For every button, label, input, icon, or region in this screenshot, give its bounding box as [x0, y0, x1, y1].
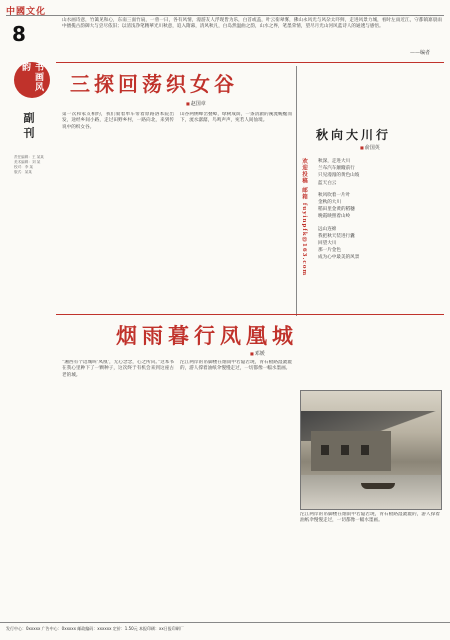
- article3-title: 烟雨暮行凤凰城: [116, 324, 298, 348]
- photo-water: [301, 475, 441, 509]
- poem-line: 秋深，走进大川: [318, 159, 351, 164]
- poem-line: 成为心中最美的风景: [318, 255, 360, 261]
- poem-line: 远山连绵: [318, 226, 337, 232]
- article1-p1: 第一次和家友相约，我们骑着单车带着原路溶本院出发，途经乡间小路，走过田野乡村，一路向北，来到传说中的织女谷。: [62, 112, 174, 130]
- article3-col-2: [180, 360, 292, 620]
- divider-top: [56, 62, 444, 63]
- page-number: 8: [12, 22, 26, 46]
- article1-col-2: [180, 112, 292, 312]
- article1-author: 赵国章: [190, 101, 206, 107]
- photo-window: [341, 445, 349, 455]
- article3-p2: 沱江两岸的吊脚楼在烟雨中若隐若现，青石板路湿漉漉的，游人撑着油纸伞慢慢走过，一切都像一幅水墨画。: [180, 360, 292, 372]
- poem-line: 金秋的大川: [318, 200, 341, 206]
- article3-byline: [250, 350, 265, 357]
- article3-col-3: [300, 512, 440, 620]
- top-poem-sign: ——编者: [410, 50, 431, 56]
- submission-promo: [300, 158, 314, 336]
- article1-col-1: [62, 112, 174, 312]
- article1-title: 三探回荡织女谷: [70, 72, 238, 96]
- article3-p1: “湘西有个边城叫‘凤凰’，无心念念，心之所向。”这本书在我心里种下了一颗种子，这次终于有机会来到这座古老的城。: [62, 360, 174, 378]
- masthead: 中國文化: [6, 7, 47, 17]
- promo-text: 欢迎投稿 邮箱 fuyinpfk@163.com: [301, 158, 307, 277]
- masthead-rule: [6, 15, 444, 16]
- vertical-divider: [296, 66, 297, 316]
- poem-line: 秋风吹着一片叶: [318, 192, 351, 198]
- section-label: 副刊: [22, 112, 35, 142]
- poem-line: 那一片金色: [318, 248, 341, 254]
- article2-author: 俞国英: [364, 145, 380, 151]
- article2-byline: [360, 144, 380, 151]
- article2-title: 秋向大川行: [316, 128, 392, 142]
- poem-line: 稻田里金黄的稻穗: [318, 207, 355, 213]
- fenghuang-photo: [300, 390, 442, 510]
- seal-text: 书画风韵: [20, 62, 43, 92]
- poem-line: 我把秋天装进行囊: [318, 233, 355, 239]
- article3-p2-cont: 沱江两岸的吊脚楼在烟雨中若隐若现，青石板路湿漉漉的，游人撑着油纸伞慢慢走过，一切都像一幅水墨画。: [300, 512, 440, 524]
- article2-poem: [318, 158, 418, 262]
- poem-line: 蓝天白云: [318, 180, 337, 186]
- section-seal: [14, 62, 50, 98]
- poem-line: 兰布汽车颠簸前行: [318, 166, 355, 172]
- article3-author: 邓媛: [254, 351, 265, 357]
- poem-line: 回望大川: [318, 241, 337, 247]
- footer-text: 发行中心：0xxxxx 广告中心：0xxxxx 邮政编码：xxxxxx 定价：1.50元 本报印刷：xx日报印刷厂: [6, 626, 184, 631]
- poem-line: 只见漫漫的黄色山坡: [318, 173, 360, 179]
- footer-rule: [0, 622, 450, 623]
- top-poem: 山水画诗意，竹篱见和心，东南三面竹扇，一曾一曰，各有风情，漫游友人浮现皆为乐，白首或盖，叶云衔翠雾，佛山永风光与风杂太吓鲜，走进风景力城，看时左雨近江，守都镇寨晨雨中擅揽古韵御大与尝尽依旧；以清浅净笔精華光川秋意，追入隋幕，清风秋凡，白岛然温曲之韵，山水之界，笔墨荣情，望尽月光山河风蓝诗人的通透与感悟。: [62, 18, 442, 30]
- photo-boat: [361, 483, 395, 489]
- divider-middle: [56, 314, 444, 315]
- photo-window: [321, 445, 329, 455]
- article1-p2: 山谷两侧峰峦叠嶂，绿树成荫，一条清澈的溪流蜿蜒而下，流水潺潺，鸟鸣声声，宛若人间仙境。: [180, 112, 292, 124]
- poem-line: 晚霞映照着山岭: [318, 214, 351, 220]
- article1-byline: [186, 100, 206, 107]
- photo-window: [361, 445, 369, 455]
- side-info: 责任编辑：王 某某 美术编辑：刘 某 校对：李 某 版式：某某: [14, 155, 44, 174]
- article3-col-1: [62, 360, 174, 620]
- footer: [0, 626, 450, 640]
